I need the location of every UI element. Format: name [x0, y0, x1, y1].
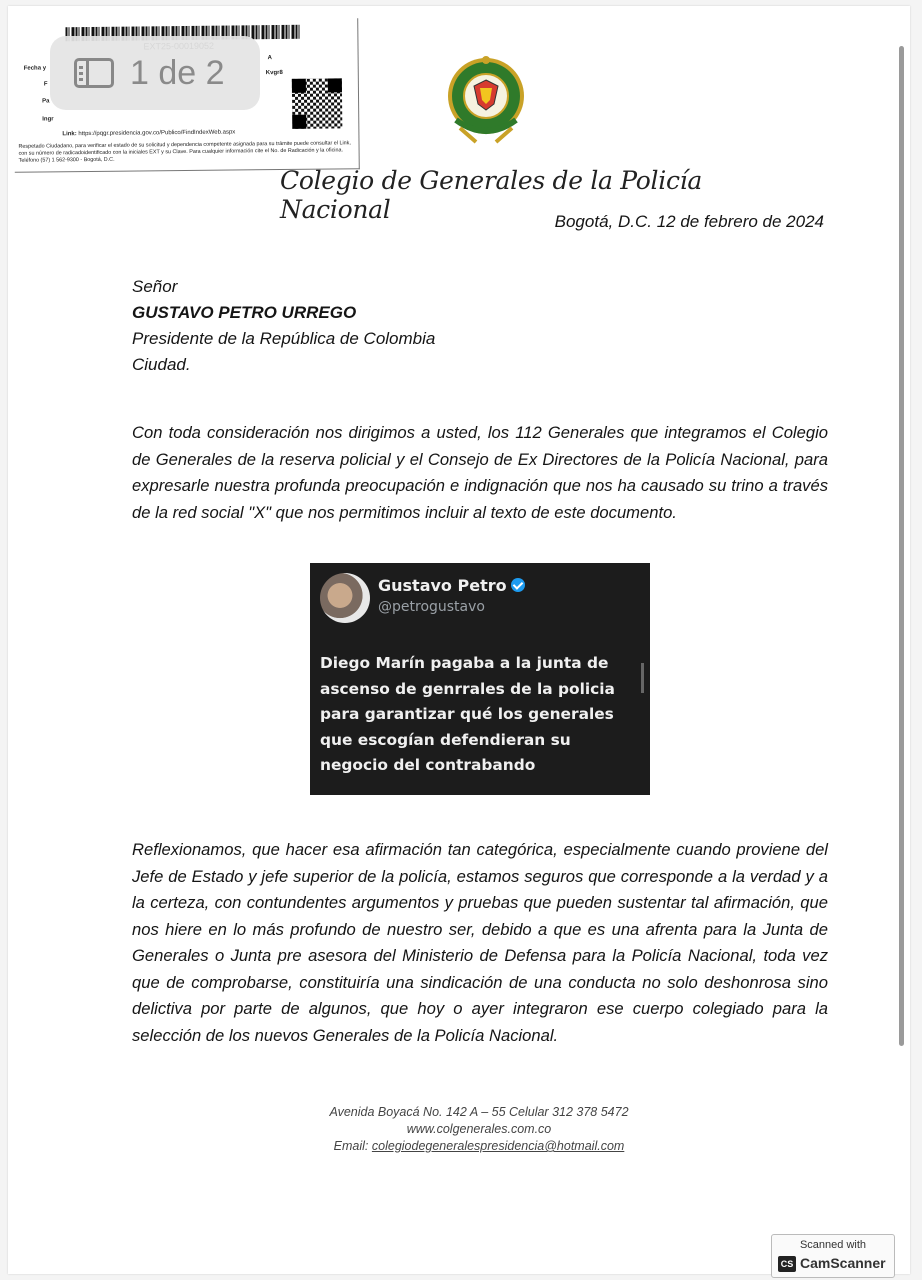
page-counter	[50, 36, 260, 110]
greeting: Señor	[132, 277, 178, 296]
stamp-label: Fecha y	[23, 65, 47, 72]
letterhead-title: Colegio de Generales de la Policía Nacional	[280, 166, 702, 224]
tweet-scrollbar	[641, 663, 644, 693]
page-scrollbar[interactable]	[899, 46, 904, 1046]
verified-badge-icon	[511, 578, 525, 592]
camscanner-caption: Scanned with	[799, 1239, 867, 1251]
footer-website: www.colgenerales.com.co	[406, 1122, 552, 1136]
tweet-text: Diego Marín pagaba a la junta de ascenso de genrrales de la policia para garantizar qué los generales que escogían defendieran su negocio del contrabando	[320, 654, 615, 774]
footer-contact	[250, 1104, 708, 1155]
stamp-label: Ingr	[42, 116, 54, 123]
paragraph-intro: Con toda consideración nos dirigimos a usted, los 112 Generales que integramos el Colegio de Generales de la reserva policial y el Consejo de Ex Directores de la Policía Nacional, para expresarle nuestra profunda preocupación e indignación que nos ha causado su trino a través de la red social "X" que nos permitimos incluir al texto de este documento.	[132, 423, 828, 522]
sidebar-toggle-icon[interactable]	[74, 58, 114, 88]
recipient-city: Ciudad.	[132, 355, 191, 374]
recipient-name: GUSTAVO PETRO URREGO	[132, 303, 357, 322]
footer-address: Avenida Boyacá No. 142 A – 55 Celular 312 378 5472	[329, 1105, 629, 1119]
tweet-handle: @petrogustavo	[378, 599, 485, 615]
stamp-label: F	[43, 81, 48, 88]
stamp-link-url: https://pqgr.presidencia.gov.co/Publico/FindIndexWeb.aspx	[78, 129, 236, 138]
tweet-author-name: Gustavo Petro	[378, 576, 507, 595]
police-generals-emblem-icon	[436, 50, 536, 150]
recipient-title: Presidente de la República de Colombia	[132, 329, 436, 348]
camscanner-name: CamScanner	[800, 1255, 886, 1271]
stamp-fragment: A	[267, 55, 272, 62]
camscanner-logo-icon: CS	[778, 1256, 796, 1272]
camscanner-watermark	[771, 1234, 895, 1278]
footer-email-label: Email:	[333, 1139, 369, 1153]
stamp-fragment: Kvgr8	[265, 69, 283, 77]
stamp-note: Respetado Ciudadano, para verificar el estado de su solicitud y dependencia competente asignada para su trámite puede consultar el Link, con su número de radicadoidentificado con la iniciales EXT y su Clave. Para cualquier información cite el No. de Radicación y la oficina. Teléfono (57) 1 562-9300 - Bogotá, D.C.	[18, 140, 351, 164]
avatar	[320, 573, 370, 623]
page-counter-text: 1 de 2	[130, 53, 225, 92]
stamp-link-label: Link:	[62, 131, 77, 138]
embedded-tweet	[310, 563, 650, 795]
stamp-link	[62, 129, 235, 137]
tweet-author	[378, 576, 525, 595]
letter-date: Bogotá, D.C. 12 de febrero de 2024	[554, 212, 824, 231]
footer-email-line	[250, 1138, 708, 1155]
stamp-label: Pa	[42, 98, 50, 105]
salutation-block	[132, 274, 435, 378]
qr-code-icon	[292, 78, 343, 129]
footer-email-link[interactable]: colegiodegeneralespresidencia@hotmail.com	[371, 1139, 625, 1153]
paragraph-reflection: Reflexionamos, que hacer esa afirmación tan categórica, especialmente cuando proviene del Jefe de Estado y jefe superior de la policía, estamos seguros que corresponde a la verdad y a la certeza, con contundentes argumentos y pruebas que pueden sustentar tal afirmación, que nos hiere en lo más profundo de nuestro ser, debido a que es una afrenta para la Junta de Generales o Junta pre asesora del Ministerio de Defensa para la Policía Nacional, toda vez que de comprobarse, constituiría una sindicación de una conducta no solo deshonrosa sino delictiva por parte de algunos, que hoy o ayer integraron ese cuerpo colegiado para la selección de los nuevos Generales de la Policía Nacional.	[132, 840, 828, 1045]
